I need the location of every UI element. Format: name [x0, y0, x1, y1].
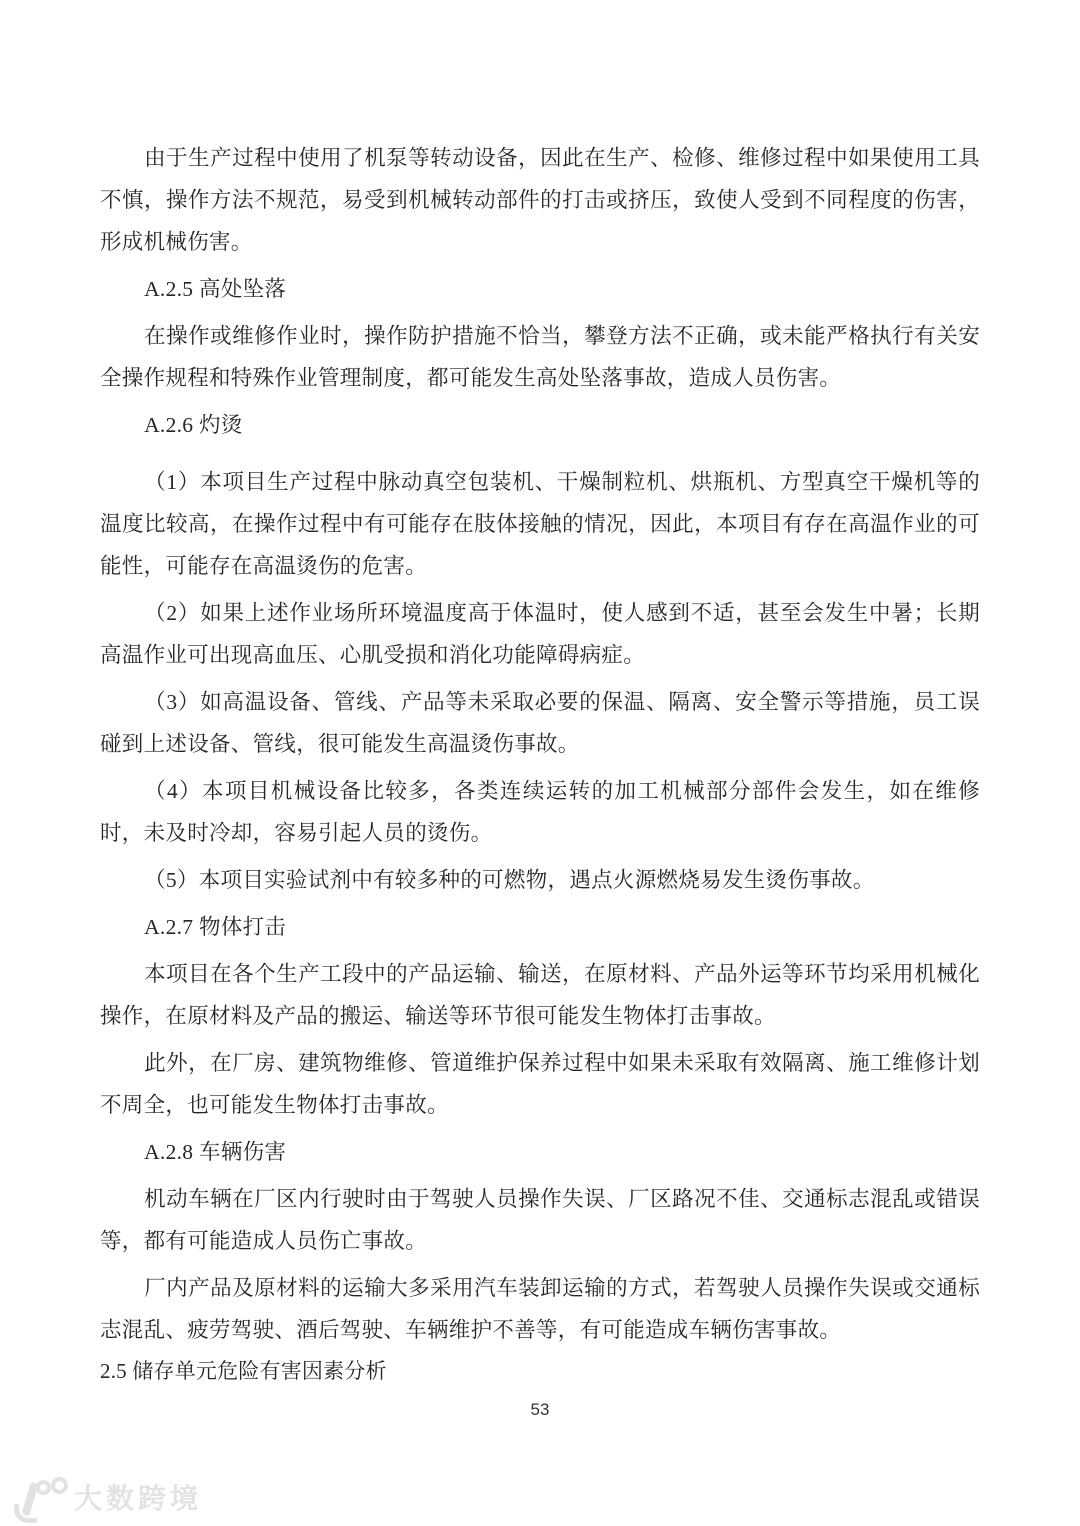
paragraph-scald-5: （5）本项目实验试剂中有较多种的可燃物，遇点火源燃烧易发生烫伤事故。	[144, 868, 875, 892]
paragraph-scald-1: （1）本项目生产过程中脉动真空包装机、干燥制粒机、烘瓶机、方型真空干燥机等的温度比较高，在操作过程中有可能存在肢体接触的情况，因此，本项目有存在高温作业的可能性，可能存在高温烫伤的危害。	[100, 470, 980, 578]
paragraph-vehicle-injury-2: 厂内产品及原材料的运输大多采用汽车装卸运输的方式，若驾驶人员操作失误或交通标志混乱、疲劳驾驶、酒后驾驶、车辆维护不善等，有可能造成车辆伤害事故。	[100, 1276, 980, 1342]
paragraph-scald-4: （4）本项目机械设备比较多，各类连续运转的加工机械部分部件会发生，如在维修时，未及时冷却，容易引起人员的烫伤。	[100, 779, 980, 845]
heading-a-2-6-scald: A.2.6 灼烫	[144, 413, 243, 437]
paragraph-scald-3: （3）如高温设备、管线、产品等未采取必要的保温、隔离、安全警示等措施，员工误碰到上述设备、管线，很可能发生高温烫伤事故。	[100, 690, 980, 756]
watermark	[10, 1474, 202, 1520]
paragraph-object-strike-1: 本项目在各个生产工段中的产品运输、输送，在原材料、产品外运等环节均采用机械化操作，在原材料及产品的搬运、输送等环节很可能发生物体打击事故。	[100, 962, 980, 1028]
heading-a-2-5-fall-from-height: A.2.5 高处坠落	[144, 277, 287, 301]
paragraph-fall-from-height: 在操作或维修作业时，操作防护措施不恰当，攀登方法不正确，或未能严格执行有关安全操作规程和特殊作业管理制度，都可能发生高处坠落事故，造成人员伤害。	[100, 324, 980, 390]
paragraph-mechanical-injury: 由于生产过程中使用了机泵等转动设备，因此在生产、检修、维修过程中如果使用工具不慎，操作方法不规范，易受到机械转动部件的打击或挤压，致使人受到不同程度的伤害，形成机械伤害。	[100, 146, 980, 254]
watermark-text: 大数跨境	[74, 1483, 203, 1514]
paragraph-vehicle-injury-1: 机动车辆在厂区内行驶时由于驾驶人员操作失误、厂区路况不佳、交通标志混乱或错误等，都有可能造成人员伤亡事故。	[100, 1187, 980, 1253]
page-number: 53	[530, 1400, 550, 1419]
heading-a-2-7-object-strike: A.2.7 物体打击	[144, 915, 287, 939]
section-heading-2-5-storage-unit: 2.5 储存单元危险有害因素分析	[100, 1359, 387, 1383]
paragraph-object-strike-2: 此外，在厂房、建筑物维修、管道维护保养过程中如果未采取有效隔离、施工维修计划不周全，也可能发生物体打击事故。	[100, 1051, 980, 1117]
document-page	[100, 137, 980, 1386]
paragraph-scald-2: （2）如果上述作业场所环境温度高于体温时，使人感到不适，甚至会发生中暑；长期高温作业可出现高血压、心肌受损和消化功能障碍病症。	[100, 601, 980, 667]
heading-a-2-8-vehicle-injury: A.2.8 车辆伤害	[144, 1140, 287, 1164]
dashukuajing-logo-icon	[10, 1474, 66, 1520]
